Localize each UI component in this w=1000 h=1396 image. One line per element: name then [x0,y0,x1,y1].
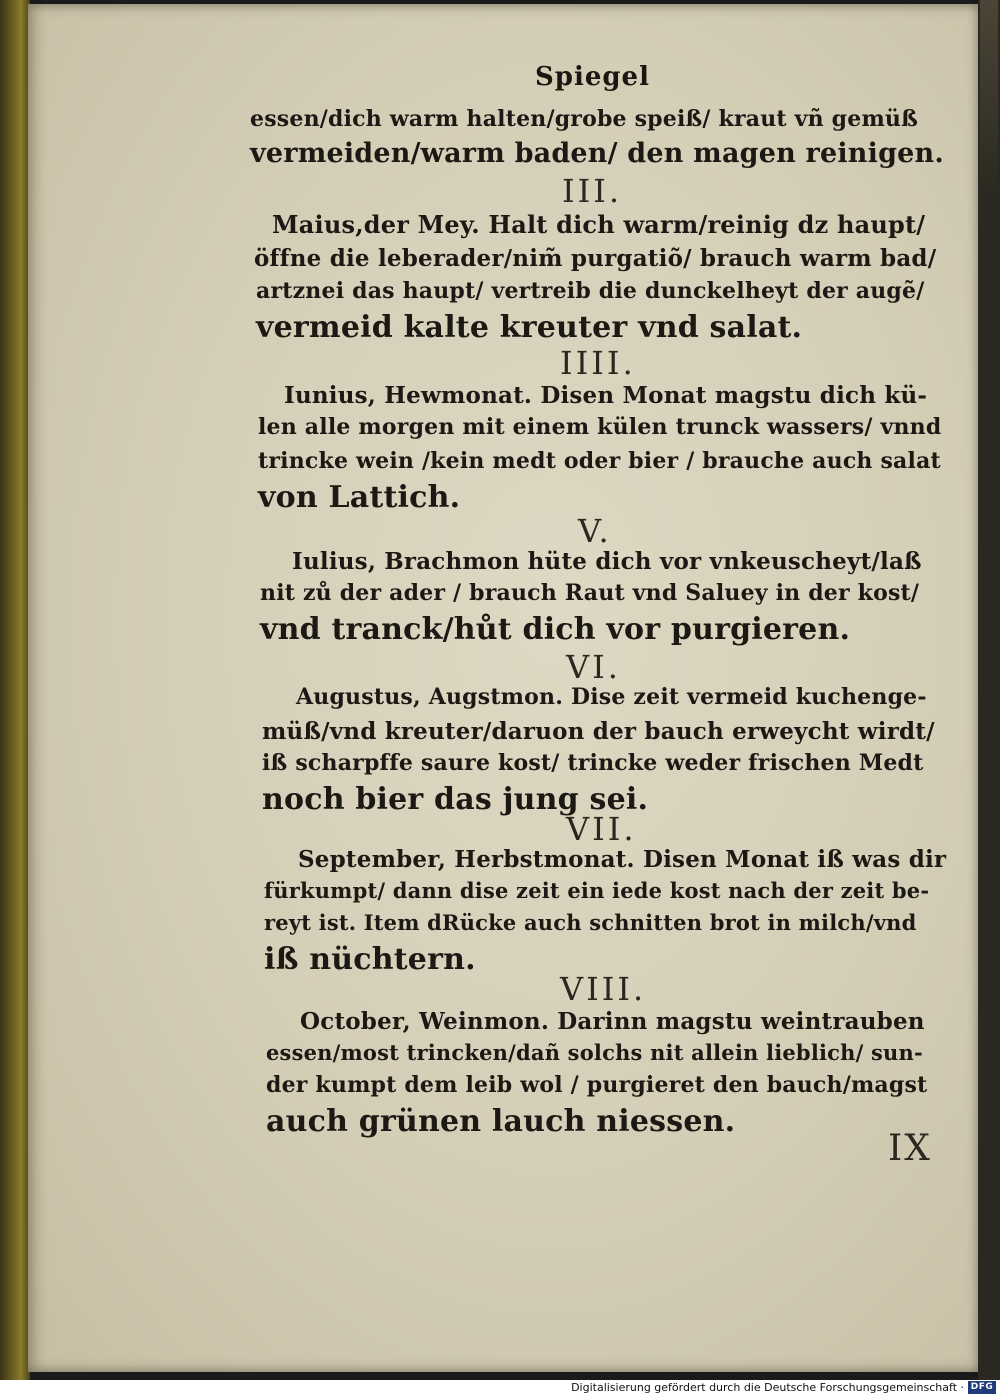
text-line: noch bier das jung sei. [262,782,649,817]
text-line: auch grünen lauch niessen. [266,1104,736,1139]
text-line: artznei das haupt/ vertreib die dunckelheyt der augẽ/ [256,278,925,304]
page-number: IX [888,1128,932,1169]
digitization-footer [0,1380,1000,1396]
text-line: müß/vnd kreuter/daruon der bauch erweycht wirdt/ [262,718,935,745]
text-line: September, Herbstmonat. Disen Monat iß was dir [298,846,947,873]
text-line: der kumpt dem leib wol / purgieret den bauch/magst [266,1072,928,1098]
text-line: essen/most trincken/dañ solchs nit allein lieblich/ sun- [266,1040,923,1065]
text-line: trincke wein /kein medt oder bier / brauche auch salat [258,448,941,474]
section-numeral: V. [578,512,612,550]
text-line: Augustus, Augstmon. Dise zeit vermeid kuchenge- [296,684,927,710]
section-numeral: VII. [566,810,637,848]
text-line: iß scharpffe saure kost/ trincke weder frischen Medt [262,750,924,776]
text-line: von Lattich. [258,480,461,515]
text-line: fürkumpt/ dann dise zeit ein iede kost nach der zeit be- [264,878,930,903]
section-numeral: III. [562,172,623,210]
text-line: vermeid kalte kreuter vnd salat. [256,310,803,345]
text-line: reyt ist. Item dRücke auch schnitten brot in milch/vnd [264,910,917,935]
funding-credit: Digitalisierung gefördert durch die Deutsche Forschungsgemeinschaft · [571,1381,964,1394]
text-line: iß nüchtern. [264,942,476,977]
section-numeral: VI. [566,648,621,686]
text-line: vermeiden/warm baden/ den magen reinigen. [250,138,944,169]
text-line: len alle morgen mit einem külen trunck wassers/ vnnd [258,414,942,440]
text-line: October, Weinmon. Darinn magstu weintrauben [300,1008,925,1035]
text-line: Maius,der Mey. Halt dich warm/reinig dz haupt/ [272,210,926,239]
section-numeral: VIII. [560,970,647,1008]
text-line: nit zů der ader / brauch Raut vnd Saluey in der kost/ [260,580,920,606]
running-title: Spiegel [535,62,650,92]
text-line: Iunius, Hewmonat. Disen Monat magstu dich kü- [284,382,928,409]
text-line: essen/dich warm halten/grobe speiß/ kraut vñ gemüß [250,106,919,132]
text-line: öffne die leberader/nim̃ purgatiõ/ brauch warm bad/ [254,245,937,272]
book-spine-edge [0,0,30,1380]
section-numeral: IIII. [560,344,636,382]
dfg-logo: DFG [968,1381,996,1394]
page-edge-right [978,0,1000,1380]
text-line: vnd tranck/hůt dich vor purgieren. [260,612,851,647]
text-line: Iulius, Brachmon hüte dich vor vnkeuscheyt/laß [292,548,922,575]
